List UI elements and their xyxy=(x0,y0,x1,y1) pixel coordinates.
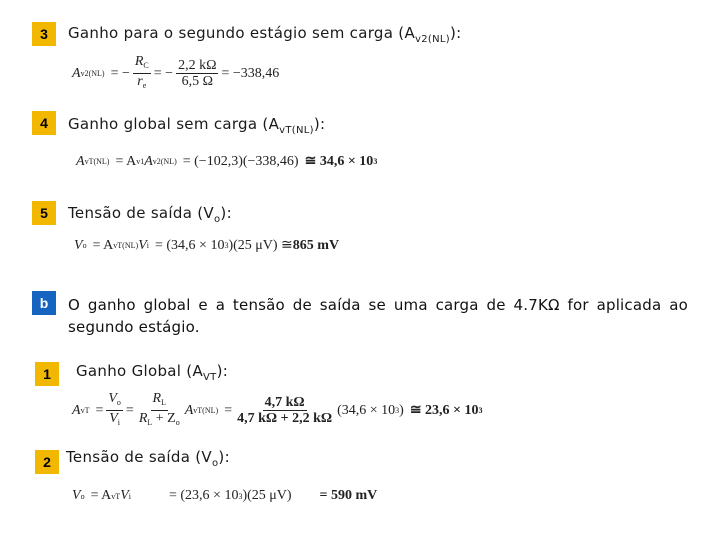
eq-symbol: V xyxy=(109,411,118,426)
eq-sub: vT xyxy=(80,406,90,415)
eq-sign: = xyxy=(125,402,134,418)
eq-sub: vT xyxy=(111,491,121,501)
heading-sub: v2(NL) xyxy=(415,34,450,45)
eq-value: = (23,6 × 10 xyxy=(168,488,239,503)
part-description: O ganho global e a tensão de saída se uma carga de 4.7KΩ for aplicada ao segundo estágio. xyxy=(68,296,688,336)
eq-sign: = xyxy=(224,402,233,418)
eq-value: (34,6 × 10 xyxy=(337,402,396,418)
eq-exp: 3 xyxy=(395,406,400,415)
eq-sub: e xyxy=(142,81,147,90)
eq-symbol: V xyxy=(74,237,83,253)
eq-symbol: V xyxy=(108,391,117,406)
equation-global-gain-nl: A vT(NL) = A v1 A v2(NL) = (−102,3)(−338,46) ≅ 34,6 × 10 3 xyxy=(76,153,378,169)
eq-symbol: V xyxy=(72,488,81,503)
eq-symbol: R xyxy=(152,391,162,406)
eq-sub: i xyxy=(117,418,121,427)
eq-result: = −338,46 xyxy=(221,65,280,81)
equation-output-voltage-nl xyxy=(74,237,339,254)
heading-text: Ganho global sem carga (A xyxy=(68,115,280,133)
eq-exp: 3 xyxy=(224,241,229,250)
step-badge: 1 xyxy=(35,362,59,386)
fraction xyxy=(235,395,334,426)
eq-symbol: R xyxy=(134,54,144,69)
heading-end: ): xyxy=(313,115,326,133)
heading-text: Ganho Global (A xyxy=(76,362,204,380)
step-heading xyxy=(68,24,461,45)
eq-sign: = A xyxy=(92,237,114,253)
eq-result: ≅ 23,6 × 10 xyxy=(409,403,479,418)
eq-sign: = − xyxy=(110,65,130,81)
eq-sub: vT(NL) xyxy=(84,157,110,166)
eq-value: = (34,6 × 10 xyxy=(154,237,225,253)
step-badge: 3 xyxy=(32,22,56,46)
eq-sub: vT(NL) xyxy=(193,406,219,415)
eq-sub: o xyxy=(175,418,180,427)
eq-sub: v1 xyxy=(136,157,145,166)
eq-sub: i xyxy=(128,491,131,501)
eq-num: 4,7 kΩ xyxy=(264,395,305,410)
eq-den: 4,7 kΩ + 2,2 kΩ xyxy=(237,411,333,426)
eq-sub: o xyxy=(82,241,87,250)
step-heading xyxy=(68,204,232,225)
eq-den: 6,5 Ω xyxy=(181,74,213,89)
eq-sub: C xyxy=(143,61,149,70)
eq-sign: = xyxy=(95,402,104,418)
heading-text: Tensão de saída (V xyxy=(68,204,214,222)
heading-text: Ganho para o segundo estágio sem carga (A xyxy=(68,24,416,42)
eq-sub: v2(NL) xyxy=(152,157,177,166)
eq-sub: L xyxy=(147,418,153,427)
eq-symbol: A xyxy=(144,153,153,169)
heading-text: Tensão de saída (V xyxy=(66,448,212,466)
eq-symbol: A xyxy=(184,402,194,418)
eq-sign: = A xyxy=(90,488,112,503)
eq-value: ) xyxy=(399,402,404,418)
eq-symbol: A xyxy=(72,65,81,81)
heading-sub: VT xyxy=(203,372,217,383)
heading-sub: o xyxy=(212,458,219,469)
fraction xyxy=(137,391,182,430)
eq-symbol: R xyxy=(138,411,148,426)
eq-result: = 590 mV xyxy=(319,488,378,503)
step-heading xyxy=(68,115,325,136)
heading-end: ): xyxy=(449,24,462,42)
eq-exp: 3 xyxy=(373,157,378,166)
heading-end: ): xyxy=(218,448,230,466)
heading-end: ): xyxy=(220,204,232,222)
equation-output-voltage-load xyxy=(72,488,377,504)
step-badge: 4 xyxy=(32,111,56,135)
eq-result: ≅ 34,6 × 10 xyxy=(304,154,374,169)
heading-sub: o xyxy=(214,214,221,225)
part-badge: b xyxy=(32,291,56,315)
eq-num: 2,2 kΩ xyxy=(178,58,217,73)
fraction xyxy=(106,391,123,430)
eq-symbol: V xyxy=(138,237,147,253)
eq-symbol: r xyxy=(137,74,143,89)
heading-end: ): xyxy=(216,362,229,380)
eq-symbol: V xyxy=(120,488,129,503)
eq-sub: i xyxy=(146,241,149,250)
eq-sub: vT(NL) xyxy=(113,241,139,250)
step-badge: 5 xyxy=(32,201,56,225)
step-badge: 2 xyxy=(35,450,59,474)
eq-result: 865 mV xyxy=(292,237,340,253)
eq-sub: v2(NL) xyxy=(80,69,105,78)
eq-sign: = − xyxy=(153,65,174,81)
eq-exp: 3 xyxy=(478,406,483,415)
fraction xyxy=(176,58,218,89)
eq-sign: = A xyxy=(115,153,137,169)
heading-sub: vT(NL) xyxy=(279,125,314,136)
eq-symbol: A xyxy=(72,402,81,418)
equation-gain-stage2 xyxy=(72,54,279,93)
eq-sub: o xyxy=(80,491,85,501)
eq-sub: o xyxy=(116,398,121,407)
eq-value: = (−102,3)(−338,46) xyxy=(182,153,299,169)
eq-exp: 3 xyxy=(238,491,243,501)
step-heading xyxy=(66,448,230,469)
eq-value: )(25 μV) ≅ xyxy=(228,238,293,253)
step-heading xyxy=(76,362,228,383)
eq-value: )(25 μV) xyxy=(242,488,292,503)
eq-sub: L xyxy=(161,398,166,407)
equation-global-gain-load xyxy=(72,391,483,430)
eq-value: + Z xyxy=(152,411,176,426)
fraction xyxy=(133,54,151,93)
